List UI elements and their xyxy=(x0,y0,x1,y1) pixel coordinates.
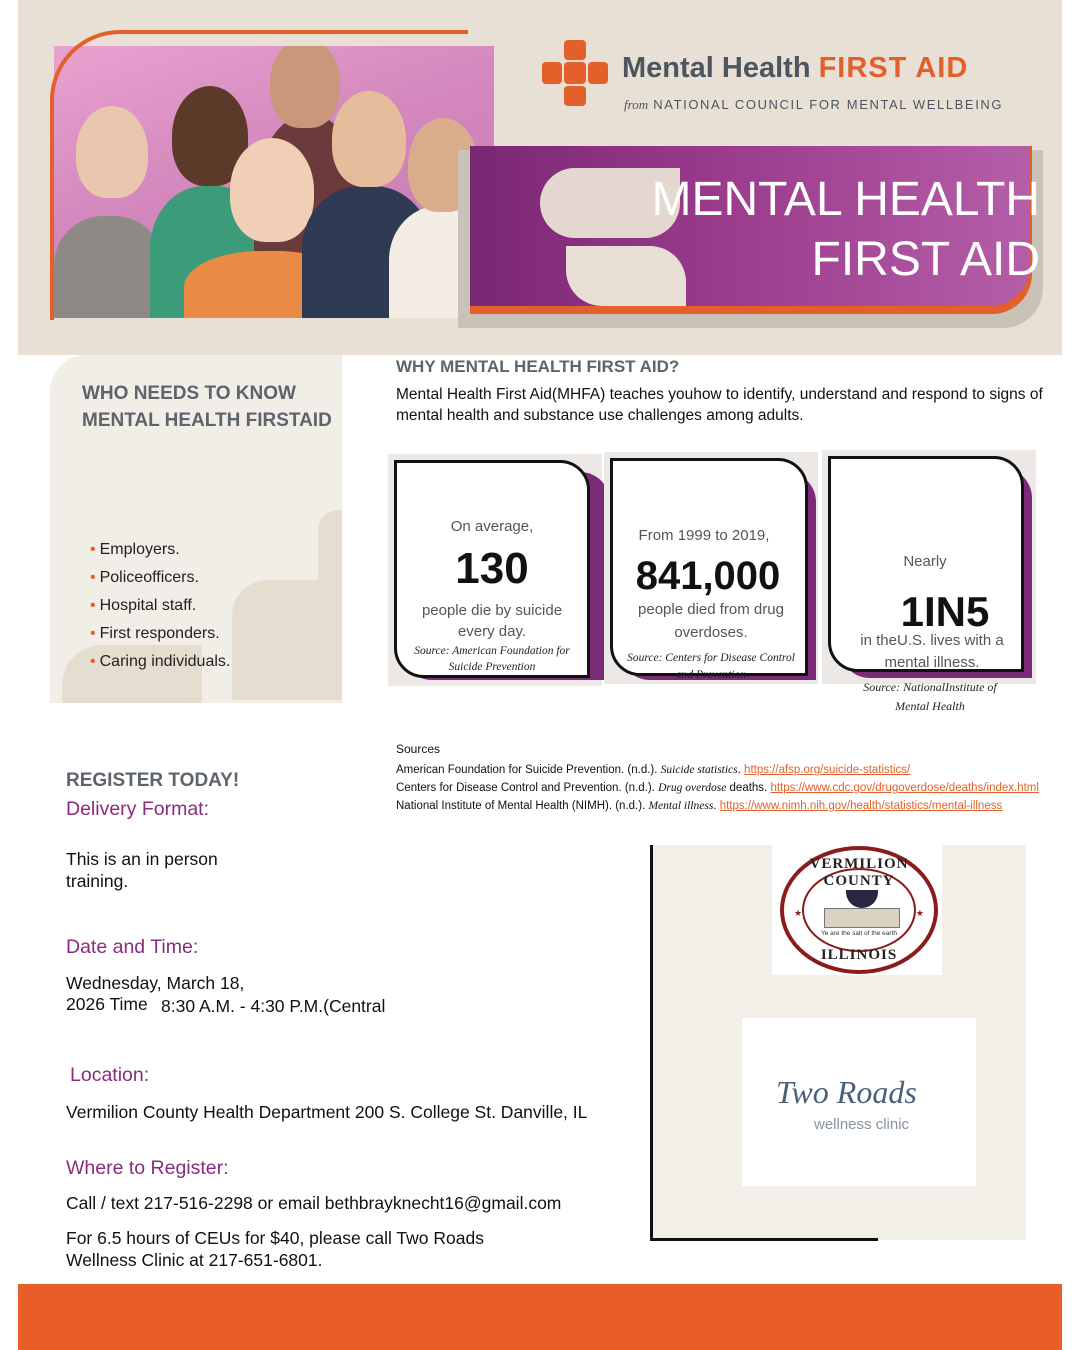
brand-name-part1: Mental Health xyxy=(622,52,811,84)
star-icon: ★ xyxy=(794,908,803,918)
brand-from: from xyxy=(624,97,649,112)
sources-heading: Sources xyxy=(396,742,441,756)
location-value: Vermilion County Health Department 200 S. College St. Danville, IL xyxy=(66,1102,588,1122)
date-time-label: Date and Time: xyxy=(66,936,199,958)
source-title: Suicide statistics xyxy=(660,764,738,776)
stat-value: 1IN5 xyxy=(900,588,990,635)
delivery-format-label: Delivery Format: xyxy=(66,798,210,820)
seal-motto: Ye are the salt of the earth xyxy=(820,930,897,937)
stat-description: people die by suicide every day. xyxy=(421,602,563,640)
source-title: Drug overdose xyxy=(658,782,727,794)
stat-source: Source: Centers for Disease Control and Prevention xyxy=(627,652,795,681)
stat-intro: Nearly xyxy=(903,553,947,570)
source-row xyxy=(396,779,1039,797)
contact-info: Call / text 217-516-2298 or email bethbrayknecht16@gmail.com xyxy=(66,1193,562,1213)
why-title: WHY MENTAL HEALTH FIRST AID? xyxy=(396,357,680,376)
clinic-logo-subtitle: wellness clinic xyxy=(814,1116,910,1133)
source-link[interactable]: https://www.cdc.gov/drugoverdose/deaths/index.html xyxy=(770,782,1039,794)
brand-org: NATIONAL COUNCIL FOR MENTAL WELLBEING xyxy=(653,97,1004,112)
audience-list xyxy=(90,536,230,676)
source-text: National Institute of Mental Health (NIMH). (n.d.). xyxy=(396,800,646,812)
brand-name-part2: FIRST AID xyxy=(818,52,969,84)
vermilion-county-seal xyxy=(780,846,938,974)
audience-item: • Policeofficers. xyxy=(90,564,230,592)
brand-name xyxy=(622,52,968,85)
clinic-logo-script: Two Roads xyxy=(776,1074,917,1110)
delivery-format-value: This is an in person training. xyxy=(66,849,218,891)
seal-top-text: VERMILION COUNTY xyxy=(809,856,909,889)
footer-bar xyxy=(18,1284,1062,1350)
divider-line xyxy=(650,845,653,1240)
where-to-register-label: Where to Register: xyxy=(66,1157,229,1179)
why-body: Mental Health First Aid(MHFA) teaches youhow to identify, understand and respond to signs of mental health and substance use challenges among adults. xyxy=(396,386,1043,424)
location-label: Location: xyxy=(70,1064,150,1086)
banner-title-line1: MENTAL HEALTH xyxy=(651,173,1040,226)
source-title: Mental illness xyxy=(648,800,714,812)
sources-block xyxy=(396,742,1039,815)
stat-source: Source: American Foundation for Suicide Prevention xyxy=(414,645,570,673)
banner-title xyxy=(520,170,1040,290)
audience-item: • Caring individuals. xyxy=(90,648,230,676)
source-separator: . xyxy=(737,764,741,776)
source-link[interactable]: https://afsp.org/suicide-statistics/ xyxy=(744,764,911,776)
stat-source: Source: NationalInstitute of Mental Health xyxy=(863,680,997,713)
date-line1: Wednesday, March 18, xyxy=(66,973,245,993)
stat-intro: On average, xyxy=(450,518,534,535)
audience-title: WHO NEEDS TO KNOW MENTAL HEALTH FIRSTAID xyxy=(82,383,332,431)
star-icon: ★ xyxy=(915,908,924,918)
photo-frame xyxy=(50,30,468,320)
source-text: Centers for Disease Control and Prevention. (n.d.). xyxy=(396,782,655,794)
mhfa-cross-icon xyxy=(542,40,608,106)
source-separator: deaths. xyxy=(726,782,768,794)
source-link[interactable]: https://www.nimh.nih.gov/health/statistics/mental-illness xyxy=(719,800,1003,812)
brand-subtitle xyxy=(624,97,1003,113)
ceu-info: For 6.5 hours of CEUs for $40, please call Two Roads Wellness Clinic at 217-651-6801. xyxy=(66,1228,484,1270)
stat-value: 841,000 xyxy=(635,554,781,598)
source-row xyxy=(396,761,1039,779)
register-title: REGISTER TODAY! xyxy=(66,770,240,791)
source-row xyxy=(396,797,1039,815)
date-line2: 2026 Time xyxy=(66,994,148,1014)
banner-title-line2: FIRST AID xyxy=(811,233,1040,286)
source-separator: . xyxy=(713,800,717,812)
stat-description: people died from drug overdoses. xyxy=(638,601,784,641)
time-value: 8:30 A.M. - 4:30 P.M.(Central xyxy=(161,996,386,1016)
divider-line xyxy=(650,1238,878,1241)
audience-item: • Hospital staff. xyxy=(90,592,230,620)
stat-value: 130 xyxy=(455,544,529,593)
audience-item: • First responders. xyxy=(90,620,230,648)
source-text: American Foundation for Suicide Prevention. (n.d.). xyxy=(396,764,658,776)
seal-bottom-text: ILLINOIS xyxy=(820,947,898,963)
building-icon xyxy=(824,908,900,928)
audience-item: • Employers. xyxy=(90,536,230,564)
decorative-shape xyxy=(232,580,322,700)
stat-intro: From 1999 to 2019, xyxy=(638,527,770,544)
stat-description: in theU.S. lives with a mental illness. xyxy=(860,632,1004,671)
